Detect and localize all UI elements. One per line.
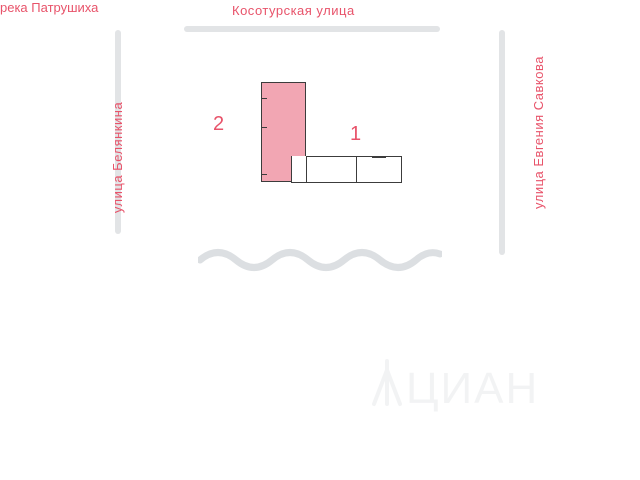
- map-marker-2[interactable]: 2: [213, 113, 225, 135]
- map-marker-1[interactable]: 1: [350, 123, 362, 145]
- street-line-top: [184, 26, 440, 32]
- street-label-belyankina: улица Белянкина: [110, 101, 126, 214]
- river-wave-icon: [198, 248, 442, 274]
- cian-logo-icon: [370, 358, 404, 408]
- building-entrance-tick: [262, 127, 267, 128]
- neighbor-building-dash: [311, 182, 321, 183]
- neighbor-building-dash: [327, 182, 337, 183]
- street-label-kosoturskaya: Косотурская улица: [232, 3, 355, 18]
- street-label-evgeniya-savkova: улица Евгения Савкова: [530, 56, 546, 209]
- neighbor-building-dash: [372, 157, 386, 158]
- highlighted-building-notch: [291, 156, 307, 183]
- watermark: [370, 358, 570, 420]
- neighbor-building-dash: [343, 182, 351, 183]
- watermark-text: ЦИАН: [406, 364, 540, 413]
- neighbor-building[interactable]: [306, 156, 402, 183]
- neighbor-building-divider: [356, 156, 357, 183]
- street-line-right: [499, 30, 505, 255]
- building-entrance-tick: [262, 98, 267, 99]
- river-label-patrushikha: река Патрушиха: [0, 0, 99, 15]
- building-entrance-tick: [262, 174, 267, 175]
